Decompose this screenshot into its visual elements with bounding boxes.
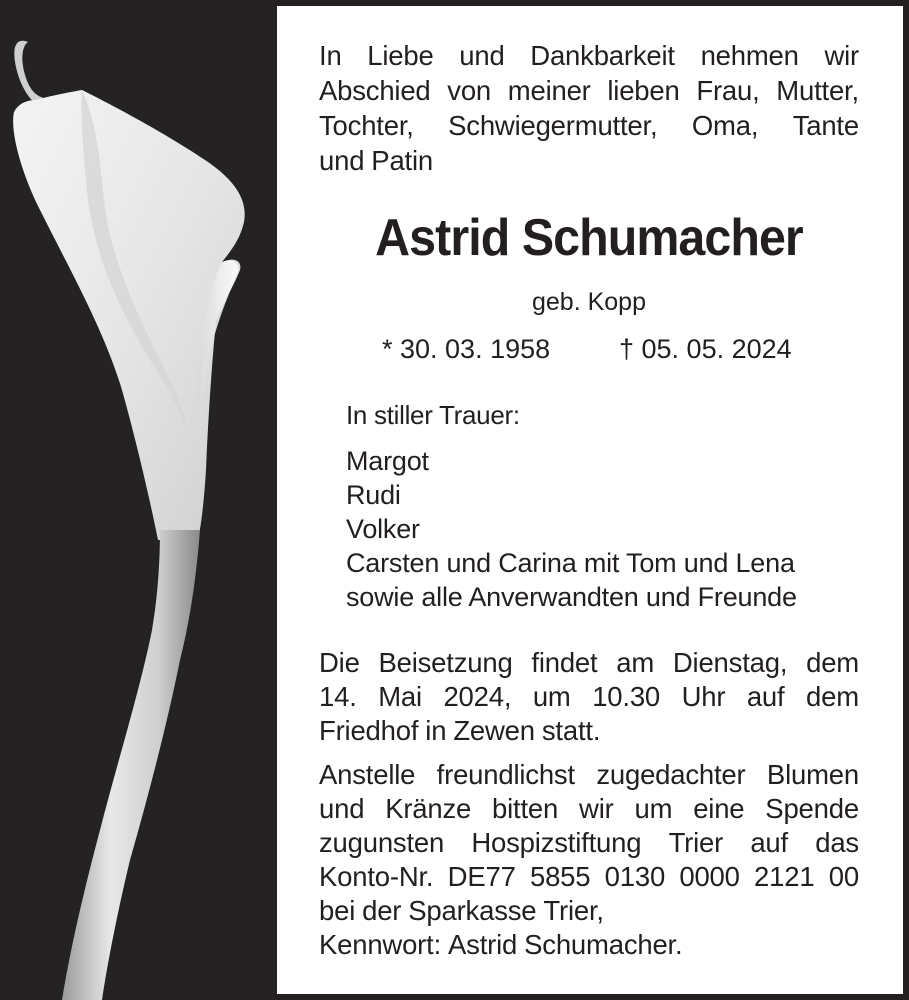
word: in — [425, 715, 447, 746]
intro-line — [319, 73, 859, 108]
word: um — [532, 681, 571, 712]
word: 5855 — [529, 861, 591, 892]
word: freundlichst — [436, 759, 575, 790]
donation-request — [319, 758, 859, 962]
word: und — [319, 793, 365, 824]
word: am — [616, 647, 655, 678]
word: dem — [806, 647, 859, 678]
word: von — [447, 75, 492, 106]
intro-line — [319, 38, 859, 73]
word: zugunsten — [319, 827, 445, 858]
word: wir — [824, 40, 859, 71]
birth-date: * 30. 03. 1958 — [382, 334, 551, 364]
word: lieben — [607, 75, 680, 106]
mourners-label: In stiller Trauer: — [346, 400, 520, 430]
word: und — [459, 40, 505, 71]
word: auf — [746, 681, 785, 712]
word: Trier, — [543, 895, 604, 926]
word: 2121 — [754, 861, 815, 892]
word: Tochter, — [319, 110, 414, 141]
word: Abschied — [319, 75, 431, 106]
word: Mai — [378, 681, 422, 712]
word: um — [634, 793, 673, 824]
word: wir — [579, 793, 614, 824]
word: Spende — [765, 793, 859, 824]
funeral-line — [319, 646, 859, 680]
mourner-name: Carsten und Carina mit Tom und Lena — [346, 548, 795, 578]
word: Dankbarkeit — [530, 40, 675, 71]
word: DE77 — [447, 861, 516, 892]
donation-line — [319, 894, 859, 928]
word: 0000 — [679, 861, 740, 892]
word: Frau, — [696, 75, 760, 106]
photo-panel — [0, 0, 277, 1000]
word: Hospizstiftung — [471, 827, 642, 858]
funeral-line — [319, 714, 859, 748]
word: Oma, — [691, 110, 759, 141]
word: Patin — [371, 145, 433, 176]
word: das — [815, 827, 859, 858]
maiden-name: geb. Kopp — [532, 288, 646, 316]
word: meiner — [507, 75, 591, 106]
word: 14. — [319, 681, 357, 712]
donation-line — [319, 758, 859, 792]
word: bitten — [492, 793, 559, 824]
intro-paragraph — [319, 38, 859, 178]
donation-line — [319, 928, 859, 962]
word: 10.30 — [592, 681, 661, 712]
word: Astrid — [448, 929, 518, 960]
funeral-line — [319, 680, 859, 714]
word: bei — [319, 895, 356, 926]
word: Schumacher. — [524, 929, 683, 960]
funeral-details — [319, 646, 859, 748]
word: dem — [806, 681, 859, 712]
word: Uhr — [681, 681, 726, 712]
death-date: † 05. 05. 2024 — [619, 334, 792, 364]
word: und — [319, 145, 365, 176]
word: Anstelle — [319, 759, 416, 790]
deceased-name: Astrid Schumacher — [375, 209, 803, 267]
word: findet — [531, 647, 598, 678]
word: Konto-Nr. — [319, 861, 434, 892]
word: nehmen — [700, 40, 799, 71]
word: Tante — [792, 110, 859, 141]
word: Friedhof — [319, 715, 419, 746]
word: eine — [693, 793, 745, 824]
word: statt. — [541, 715, 601, 746]
word: Mutter, — [776, 75, 859, 106]
donation-line — [319, 826, 859, 860]
word: Blumen — [766, 759, 859, 790]
intro-line — [319, 108, 859, 143]
word: Sparkasse — [408, 895, 537, 926]
word: Dienstag, — [672, 647, 788, 678]
word: der — [362, 895, 402, 926]
mourner-name: Volker — [346, 514, 420, 544]
calla-lily-icon — [0, 0, 277, 1000]
donation-line-iban — [319, 860, 859, 894]
word: 0130 — [604, 861, 666, 892]
word: Beisetzung — [378, 647, 513, 678]
word: auf — [750, 827, 788, 858]
donation-line — [319, 792, 859, 826]
obituary-text-panel — [277, 6, 903, 994]
word: Trier — [668, 827, 724, 858]
word: Kränze — [385, 793, 472, 824]
word: 2024, — [443, 681, 512, 712]
word: Schwiegermutter, — [448, 110, 658, 141]
intro-line — [319, 143, 859, 178]
mourner-name: Rudi — [346, 480, 401, 510]
word: 00 — [828, 861, 859, 892]
word: Kennwort: — [319, 929, 442, 960]
mourner-name: sowie alle Anverwandten und Freunde — [346, 582, 797, 612]
word: Liebe — [367, 40, 434, 71]
word: zugedachter — [596, 759, 746, 790]
word: In — [319, 40, 342, 71]
word: Zewen — [453, 715, 535, 746]
mourners-list — [346, 444, 866, 614]
word: Die — [319, 647, 360, 678]
mourner-name: Margot — [346, 446, 429, 476]
